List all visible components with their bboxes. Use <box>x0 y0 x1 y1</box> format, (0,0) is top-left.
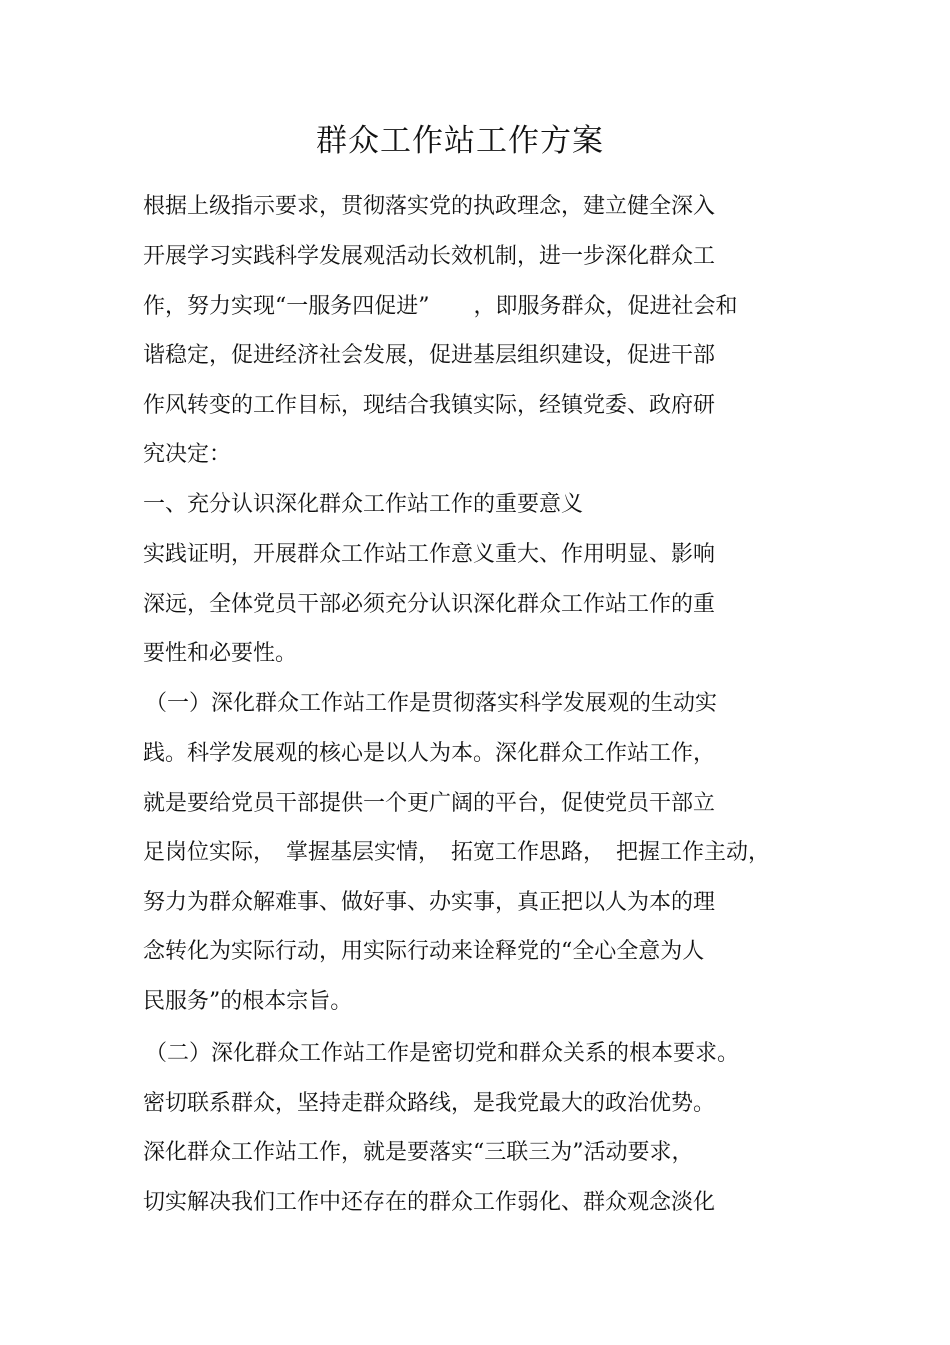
body-line: 足岗位实际， 掌握基层实情， 拓宽工作思路， 把握工作主动， <box>143 840 771 865</box>
body-line: 开展学习实践科学发展观活动长效机制，进一步深化群众工 <box>143 244 716 269</box>
body-line: 谐稳定，促进经济社会发展，促进基层组织建设，促进干部 <box>143 343 716 368</box>
body-line: 深远，全体党员干部必须充分认识深化群众工作站工作的重 <box>143 592 716 617</box>
body-line: 深化群众工作站工作，就是要落实“三联三为”活动要求， <box>143 1140 694 1165</box>
body-line: 要性和必要性。 <box>143 641 298 666</box>
body-line: 努力为群众解难事、做好事、办实事，真正把以人为本的理 <box>143 890 716 915</box>
body-line: 作，努力实现“一服务四促进” ，即服务群众，促进社会和 <box>143 294 738 319</box>
body-line: 究决定： <box>143 442 232 467</box>
subsection-heading: （一）深化群众工作站工作是贯彻落实科学发展观的生动实 <box>145 691 718 716</box>
section-heading: 一、充分认识深化群众工作站工作的重要意义 <box>143 492 584 517</box>
body-line: 切实解决我们工作中还存在的群众工作弱化、群众观念淡化 <box>143 1190 716 1215</box>
subsection-heading: （二）深化群众工作站工作是密切党和群众关系的根本要求。 <box>145 1041 740 1066</box>
body-line: 密切联系群众，坚持走群众路线，是我党最大的政治优势。 <box>143 1091 716 1116</box>
body-line: 作风转变的工作目标，现结合我镇实际，经镇党委、政府研 <box>143 393 716 418</box>
body-line: 民服务”的根本宗旨。 <box>143 989 353 1014</box>
body-line: 实践证明，开展群众工作站工作意义重大、作用明显、影响 <box>143 542 716 567</box>
document-title: 群众工作站工作方案 <box>316 123 604 159</box>
body-line: 念转化为实际行动，用实际行动来诠释党的“全心全意为人 <box>143 939 705 964</box>
body-line: 根据上级指示要求，贯彻落实党的执政理念，建立健全深入 <box>143 194 716 219</box>
body-line: 践。科学发展观的核心是以人为本。深化群众工作站工作， <box>143 741 716 766</box>
body-line: 就是要给党员干部提供一个更广阔的平台，促使党员干部立 <box>143 791 716 816</box>
